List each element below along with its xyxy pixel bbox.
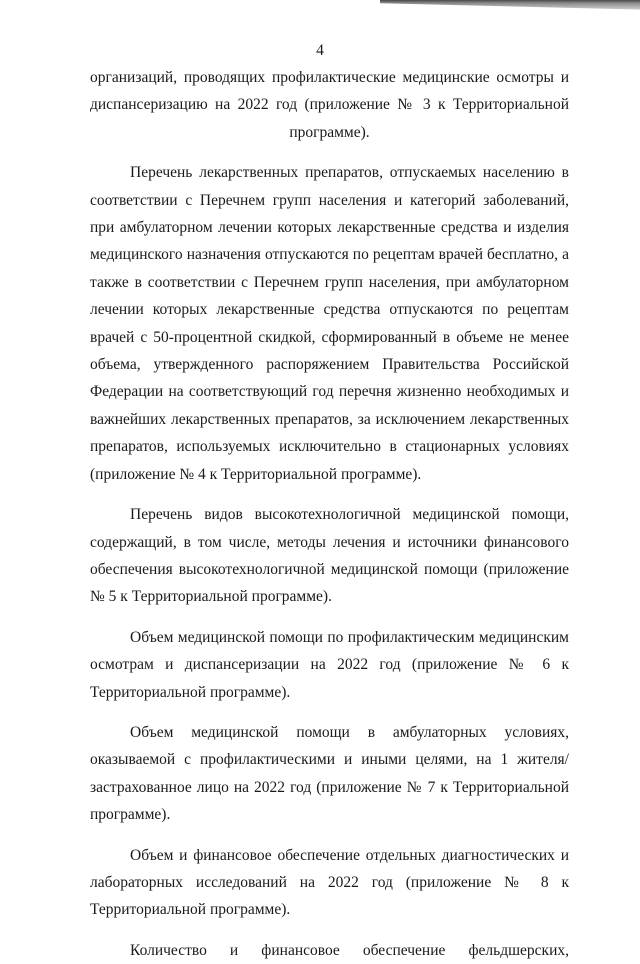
paragraph-appendix-5: Перечень видов высокотехнологичной медицинской помощи, содержащий, в том числе, методы лечения и источники финансового обеспечения высокотехнологичной медицинской помощи (приложение № 5 к Территориальной программе).: [90, 506, 569, 606]
paragraph-continued-appendix-3: организаций, проводящих профилактические медицинские осмотры и диспансеризацию на 2022 год (приложение № 3 к Территориальной программе).: [90, 69, 569, 141]
page-number: 4: [316, 42, 324, 59]
paragraph-appendix-6: Объем медицинской помощи по профилактическим медицинским осмотрам и диспансеризации на 2022 год (приложение № 6 к Территориальной программе).: [90, 628, 569, 701]
paragraph-appendix-7: Объем медицинской помощи в амбулаторных условиях, оказываемой с профилактическими и иными целями, на 1 жителя/застрахованное лицо на 2022 год (приложение № 7 к Территориальной программе).: [90, 723, 569, 824]
scan-edge-shadow: [380, 0, 640, 16]
paragraph-feldsher-count: Количество и финансовое обеспечение фельдшерских,: [130, 941, 569, 959]
document-body: [90, 64, 569, 964]
paragraph-appendix-4: Перечень лекарственных препаратов, отпускаемых населению в соответствии с Перечнем групп населения и категорий заболеваний, при амбулаторном лечении которых лекарственные средства и изделия медицинского назначения отпускаются по рецептам врачей бесплатно, а также в соответствии с Перечнем групп населения, при амбулаторном лечении которых лекарственные средства отпускаются по рецептам врачей с 50-процентной скидкой, сформированный в объеме не менее объема, утвержденного распоряжением Правительства Российской Федерации на соответствующий год перечня жизненно необходимых и важнейших лекарственных препаратов, за исключением лекарственных препаратов, используемых исключительно в стационарных условиях (приложение № 4 к Территориальной программе).: [90, 164, 569, 483]
paragraph-appendix-8: Объем и финансовое обеспечение отдельных диагностических и лабораторных исследований на 2022 год (приложение № 8 к Территориальной программе).: [90, 846, 569, 919]
